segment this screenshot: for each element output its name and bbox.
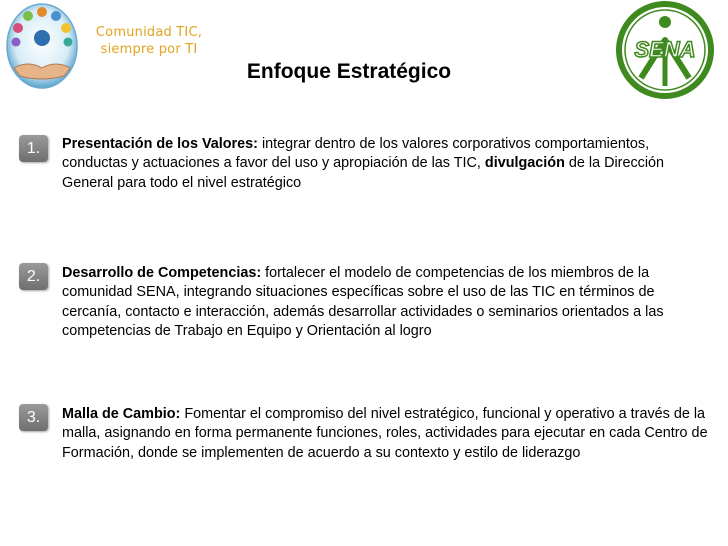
list-item-valores <box>62 135 708 193</box>
list-item-malla <box>62 405 708 463</box>
item-heading: Desarrollo de Competencias: <box>62 265 262 281</box>
item-emphasis: divulgación <box>484 155 565 172</box>
list-item-competencias <box>62 264 708 341</box>
sena-logo-text: SENA <box>634 37 696 62</box>
item-heading: Presentación de los Valores: <box>62 136 258 152</box>
tic-logo-text <box>84 24 214 58</box>
item-text: Fomentar el compromiso del nivel estratégico, funcional y operativo a través de la malla, asignando en forma permanente funciones, roles, actividades para ejecutar en cada Centro de Formación, donde se implementen de acuerdo a su contexto y estilo de liderazgo <box>62 406 708 461</box>
item-heading: Malla de Cambio: <box>62 406 181 422</box>
item-number-badge: 3. <box>19 404 48 431</box>
sena-logo <box>611 0 719 100</box>
page-title: Enfoque Estratégico <box>246 60 452 83</box>
item-text: integrar dentro de los valores corporativos comportamientos, conductas y actuaciones a favor del uso y apropiación de las TIC, <box>62 136 650 172</box>
tic-logo-line1: Comunidad TIC, <box>95 25 203 40</box>
comunidad-tic-logo <box>4 2 80 96</box>
item-text: fortalecer el modelo de competencias de los miembros de la comunidad SENA, integrando situaciones específicas sobre el uso de las TIC en términos de cercanía, contacto e interacción, además desarrollar actividades o seminarios orientados a las competencias de Trabajo en Equipo y Orientación al logro <box>62 265 664 339</box>
item-number-badge: 1. <box>19 135 48 162</box>
tic-logo-line2: siempre por TI <box>100 42 198 57</box>
item-text: de la Dirección General para todo el nivel estratégico <box>62 155 665 191</box>
item-number-badge: 2. <box>19 263 48 290</box>
